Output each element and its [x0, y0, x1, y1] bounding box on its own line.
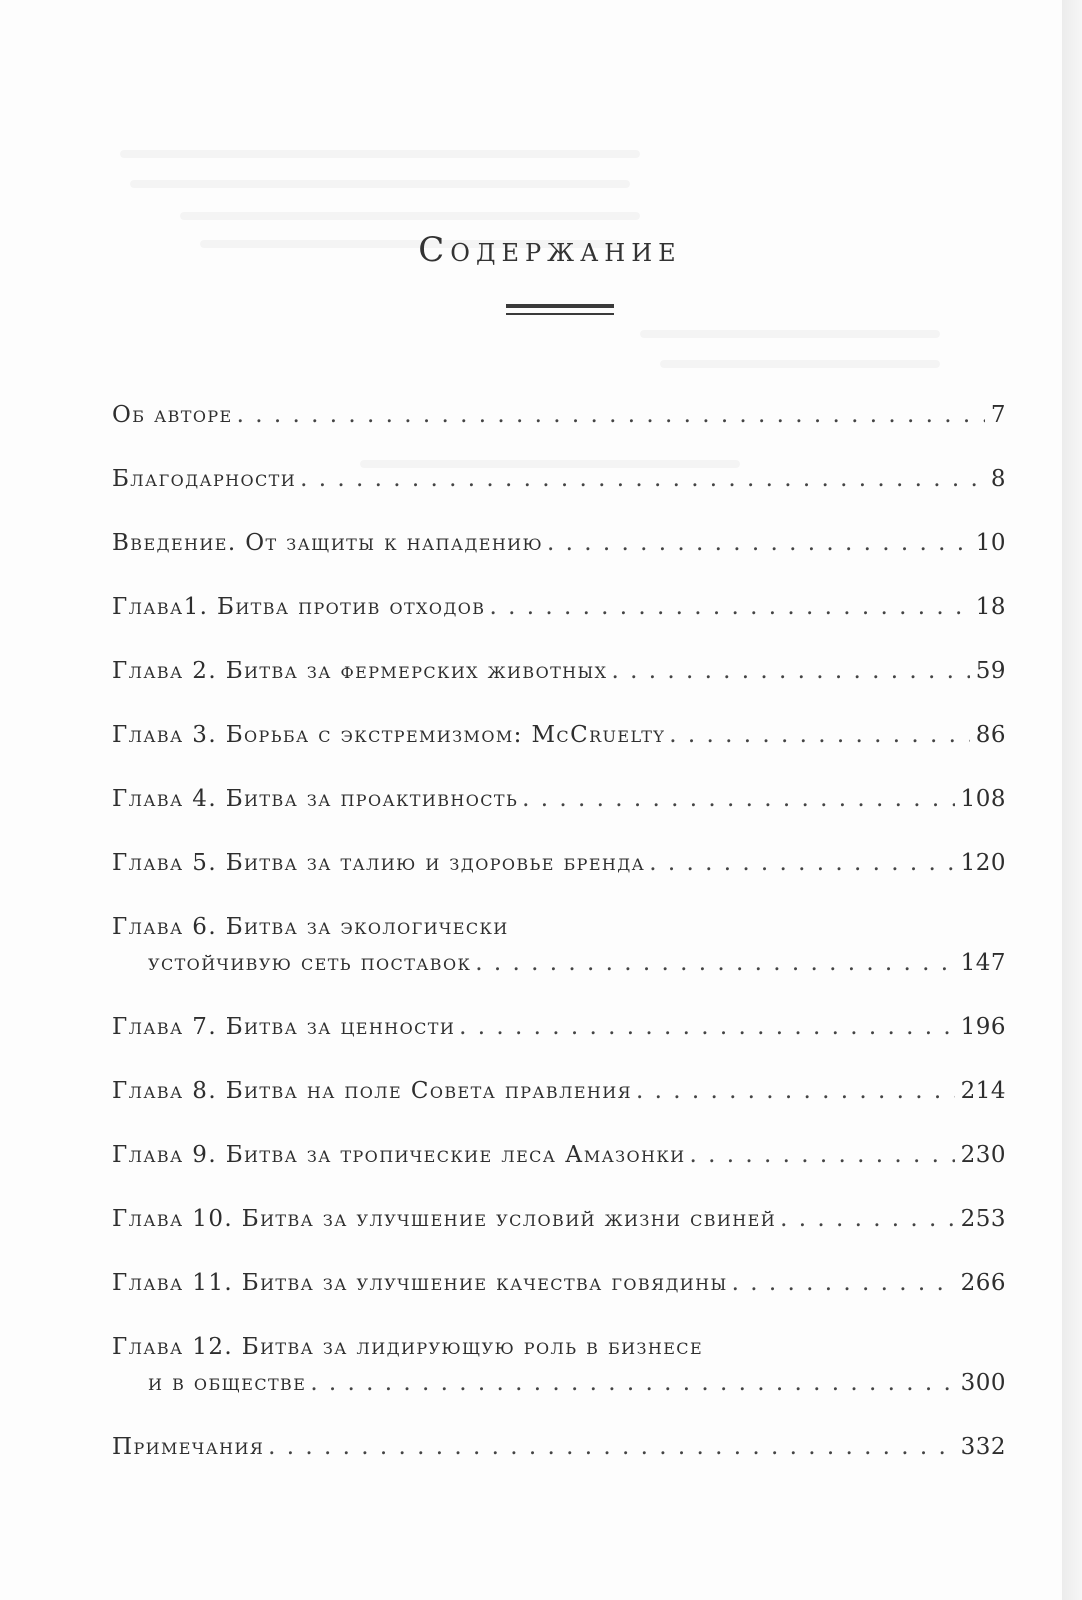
toc-entry-page: 332: [960, 1434, 1006, 1460]
toc-entry-page: 300: [960, 1370, 1006, 1396]
toc-entry: [112, 1332, 1006, 1398]
dot-leader: [690, 1140, 955, 1170]
dot-leader: [489, 592, 969, 622]
toc-entry-title: Глава 7. Битва за ценности: [112, 1014, 456, 1040]
toc-entry-title: Глава 10. Битва за улучшение условий жизни свиней: [112, 1206, 777, 1232]
title-rule-thick: [506, 304, 614, 308]
toc-entry: [112, 400, 1006, 430]
toc-entry-page: 7: [990, 402, 1006, 428]
toc-entry-page: 230: [960, 1142, 1006, 1168]
dot-leader: [459, 1012, 954, 1042]
show-through: [130, 180, 630, 188]
toc-entry-page: 214: [960, 1078, 1006, 1104]
toc-entry-title: Введение. От защиты к нападению: [112, 530, 544, 556]
toc-entry-title: Глава 4. Битва за проактивность: [112, 786, 519, 812]
toc-entry: [112, 1432, 1006, 1462]
show-through: [640, 330, 940, 338]
toc-entry: [112, 912, 1006, 978]
toc-entry: [112, 784, 1006, 814]
toc-entry-title: Глава 11. Битва за улучшение качества говядины: [112, 1270, 728, 1296]
toc-entry-title: Глава 8. Битва на поле Совета правления: [112, 1078, 632, 1104]
toc-entry-page: 10: [975, 530, 1006, 556]
toc-entry: [112, 464, 1006, 494]
dot-leader: [522, 784, 954, 814]
toc-entry-title-continued: и в обществе: [148, 1370, 307, 1396]
toc-entry-title: Глава 6. Битва за экологически: [112, 914, 509, 940]
toc-entry-page: 8: [990, 466, 1006, 492]
toc-entry: [112, 848, 1006, 878]
dot-leader: [636, 1076, 955, 1106]
toc-entry: [112, 1204, 1006, 1234]
toc-entry: [112, 1076, 1006, 1106]
toc-entry-page: 253: [960, 1206, 1006, 1232]
toc-entry-title: Глава1. Битва против отходов: [112, 594, 486, 620]
page-title: Содержание: [418, 230, 682, 270]
toc-entry: [112, 592, 1006, 622]
toc-entry-title: Об авторе: [112, 402, 233, 428]
toc-entry-title: Глава 12. Битва за лидирующую роль в бизнесе: [112, 1334, 704, 1360]
dot-leader: [649, 848, 954, 878]
dot-leader: [300, 464, 985, 494]
toc-entry-page: 120: [960, 850, 1006, 876]
toc-entry-page: 196: [960, 1014, 1006, 1040]
toc-entry: [112, 656, 1006, 686]
dot-leader: [237, 400, 985, 430]
toc-entry: [112, 720, 1006, 750]
show-through: [660, 360, 940, 368]
toc-entry-page: 108: [960, 786, 1006, 812]
toc-entry-title: Примечания: [112, 1434, 265, 1460]
toc-entry-title: Глава 2. Битва за фермерских животных: [112, 658, 608, 684]
dot-leader: [547, 528, 970, 558]
toc-entry: [112, 528, 1006, 558]
toc-entry-title-continued: устойчивую сеть поставок: [148, 950, 472, 976]
toc-entry-title: Глава 9. Битва за тропические леса Амазонки: [112, 1142, 686, 1168]
dot-leader: [669, 720, 969, 750]
show-through: [120, 150, 640, 158]
toc-entry-page: 86: [975, 722, 1006, 748]
page-edge: [1062, 0, 1082, 1600]
dot-leader: [310, 1368, 954, 1398]
toc-entry-page: 18: [975, 594, 1006, 620]
toc-entry: [112, 1140, 1006, 1170]
title-rule-thin: [506, 313, 614, 315]
toc-entry-title: Глава 5. Битва за талию и здоровье бренда: [112, 850, 646, 876]
dot-leader: [611, 656, 969, 686]
toc-entry-title: Благодарности: [112, 466, 297, 492]
toc-entry-page: 147: [960, 950, 1006, 976]
toc-entry-page: 266: [960, 1270, 1006, 1296]
dot-leader: [268, 1432, 954, 1462]
show-through: [180, 212, 640, 220]
toc-entry: [112, 1268, 1006, 1298]
dot-leader: [475, 948, 954, 978]
dot-leader: [732, 1268, 955, 1298]
toc-entry-page: 59: [975, 658, 1006, 684]
dot-leader: [780, 1204, 955, 1234]
toc-entry-title: Глава 3. Борьба с экстремизмом: McCruelty: [112, 722, 666, 748]
toc-entry: [112, 1012, 1006, 1042]
